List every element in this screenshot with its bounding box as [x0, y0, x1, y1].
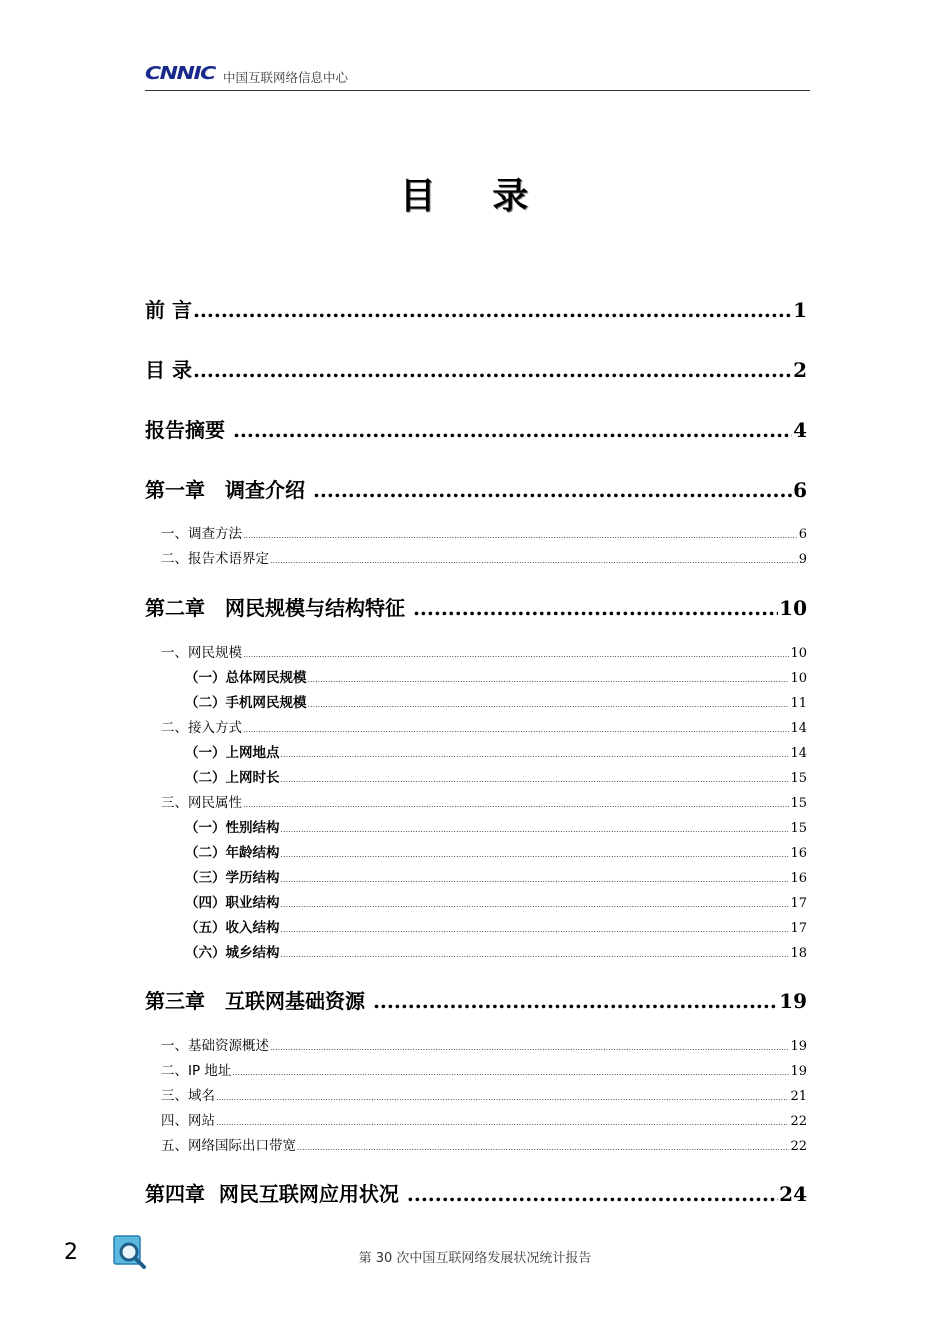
toc-entry-page: 15: [790, 796, 807, 811]
toc-entry[interactable]: [145, 916, 807, 936]
toc-leader-dots: [216, 1093, 789, 1102]
toc-leader-dots: [281, 875, 790, 884]
toc-entry[interactable]: [145, 1034, 807, 1054]
toc-entry-label: 二、接入方式: [161, 720, 242, 736]
toc-leader-dots: [216, 1118, 789, 1127]
toc-entry-page: 16: [790, 846, 807, 861]
toc-entry[interactable]: [145, 866, 807, 886]
toc-entry-page: 1: [793, 298, 807, 322]
footer-page-number: 2: [64, 1240, 78, 1265]
toc-entry[interactable]: [145, 294, 807, 323]
footer-report-title: 第 30 次中国互联网络发展状况统计报告: [358, 1251, 592, 1266]
toc-entry-page: 4: [793, 418, 807, 442]
toc-entry-label: （二）上网时长: [185, 770, 280, 786]
toc-entry-label: 目 录: [145, 358, 192, 382]
toc-entry-label: 前 言: [145, 298, 192, 322]
toc-entry-page: 10: [779, 596, 807, 620]
toc-entry-page: 21: [790, 1089, 807, 1104]
toc-entry-label: 一、调查方法: [161, 526, 242, 542]
toc-entry-page: 18: [790, 946, 807, 961]
toc-entry-page: 10: [790, 671, 807, 686]
toc-entry-page: 16: [790, 871, 807, 886]
toc-leader-dots: [281, 950, 790, 959]
toc-entry[interactable]: [145, 891, 807, 911]
toc-entry-label: （五）收入结构: [185, 920, 280, 936]
toc-entry-page: 11: [790, 696, 807, 711]
toc-entry-label: （二）手机网民规模: [185, 695, 307, 711]
toc-entry[interactable]: [145, 841, 807, 861]
toc-entry-label: 第三章 互联网基础资源: [145, 989, 372, 1013]
cnnic-logo: CNNIC: [145, 64, 215, 84]
toc-entry-label: （六）城乡结构: [185, 945, 280, 961]
toc-leader-dots: [281, 850, 790, 859]
toc-entry-label: 第二章 网民规模与结构特征: [145, 596, 412, 620]
toc-entry-page: 19: [779, 989, 807, 1013]
toc-leader-dots: [308, 700, 790, 709]
toc-entry-label: 三、网民属性: [161, 795, 242, 811]
toc-leader-dots: [243, 800, 789, 809]
page-header: [145, 62, 810, 91]
toc-entry-label: 三、域名: [161, 1088, 215, 1104]
toc-entry-page: 17: [790, 921, 807, 936]
toc-leader-dots: [281, 900, 790, 909]
toc-leader-dots: [407, 1182, 778, 1206]
toc-entry[interactable]: [145, 941, 807, 961]
org-name: 中国互联网络信息中心: [223, 70, 349, 85]
toc-entry-label: 第四章 网民互联网应用状况: [145, 1182, 406, 1206]
toc-leader-dots: [270, 556, 798, 565]
toc-entry[interactable]: [145, 1178, 807, 1207]
toc-entry-page: 19: [790, 1064, 807, 1079]
toc-entry-label: （二）年龄结构: [185, 845, 280, 861]
toc-entry-page: 10: [790, 646, 807, 661]
page-title: 目 录: [399, 175, 551, 217]
toc-entry-page: 2: [793, 358, 807, 382]
toc-entry[interactable]: [145, 791, 807, 811]
toc-entry-label: 二、报告术语界定: [161, 551, 269, 567]
toc-entry[interactable]: [145, 691, 807, 711]
toc-entry[interactable]: [145, 354, 807, 383]
toc-leader-dots: [232, 1068, 789, 1077]
toc-entry-label: （一）总体网民规模: [185, 670, 307, 686]
toc-entry-label: （三）学历结构: [185, 870, 280, 886]
toc-leader-dots: [281, 750, 790, 759]
toc-leader-dots: [281, 775, 790, 784]
toc-entry[interactable]: [145, 666, 807, 686]
toc-entry[interactable]: [145, 522, 807, 542]
toc-leader-dots: [243, 531, 798, 540]
toc-entry-label: （四）职业结构: [185, 895, 280, 911]
toc-leader-dots: [243, 650, 789, 659]
toc-entry-page: 15: [790, 821, 807, 836]
toc-entry[interactable]: [145, 1059, 807, 1079]
toc-entry-label: 五、网络国际出口带宽: [161, 1138, 296, 1154]
toc-entry[interactable]: [145, 474, 807, 503]
toc-entry[interactable]: [145, 985, 807, 1014]
toc-leader-dots: [281, 925, 790, 934]
toc-leader-dots: [313, 478, 792, 502]
toc-leader-dots: [373, 989, 778, 1013]
toc-entry[interactable]: [145, 716, 807, 736]
toc-entry-label: 报告摘要: [145, 418, 232, 442]
toc-entry-label: 一、网民规模: [161, 645, 242, 661]
toc-entry-label: 第一章 调查介绍: [145, 478, 312, 502]
toc-leader-dots: [233, 418, 792, 442]
toc-entry-page: 24: [779, 1182, 807, 1206]
toc-entry-label: （一）性别结构: [185, 820, 280, 836]
toc-entry[interactable]: [145, 414, 807, 443]
toc-leader-dots: [270, 1043, 789, 1052]
toc-entry-page: 22: [790, 1139, 807, 1154]
toc-entry-page: 15: [790, 771, 807, 786]
toc-leader-dots: [413, 596, 778, 620]
toc-entry-page: 14: [790, 721, 807, 736]
toc-entry[interactable]: [145, 547, 807, 567]
toc-entry-label: 四、网站: [161, 1113, 215, 1129]
toc-leader-dots: [193, 358, 792, 382]
toc-entry-page: 9: [798, 552, 807, 567]
toc-entry[interactable]: [145, 1134, 807, 1154]
toc-leader-dots: [281, 825, 790, 834]
toc-entry[interactable]: [145, 641, 807, 661]
toc-entry-label: （一）上网地点: [185, 745, 280, 761]
toc-entry-page: 17: [790, 896, 807, 911]
toc-entry[interactable]: [145, 592, 807, 621]
toc-entry-page: 6: [793, 478, 807, 502]
toc-entry-label: 二、IP 地址: [161, 1063, 232, 1079]
toc-leader-dots: [193, 298, 792, 322]
toc-entry[interactable]: [145, 816, 807, 836]
toc-entry[interactable]: [145, 1084, 807, 1104]
toc-entry-label: 一、基础资源概述: [161, 1038, 269, 1054]
toc-entry[interactable]: [145, 1109, 807, 1129]
toc-leader-dots: [243, 725, 789, 734]
toc-entry-page: 14: [790, 746, 807, 761]
toc-leader-dots: [297, 1143, 789, 1152]
toc-entry-page: 22: [790, 1114, 807, 1129]
toc-entry[interactable]: [145, 741, 807, 761]
toc-leader-dots: [308, 675, 790, 684]
toc-entry-page: 6: [798, 527, 807, 542]
toc-entry-page: 19: [790, 1039, 807, 1054]
toc-entry[interactable]: [145, 766, 807, 786]
